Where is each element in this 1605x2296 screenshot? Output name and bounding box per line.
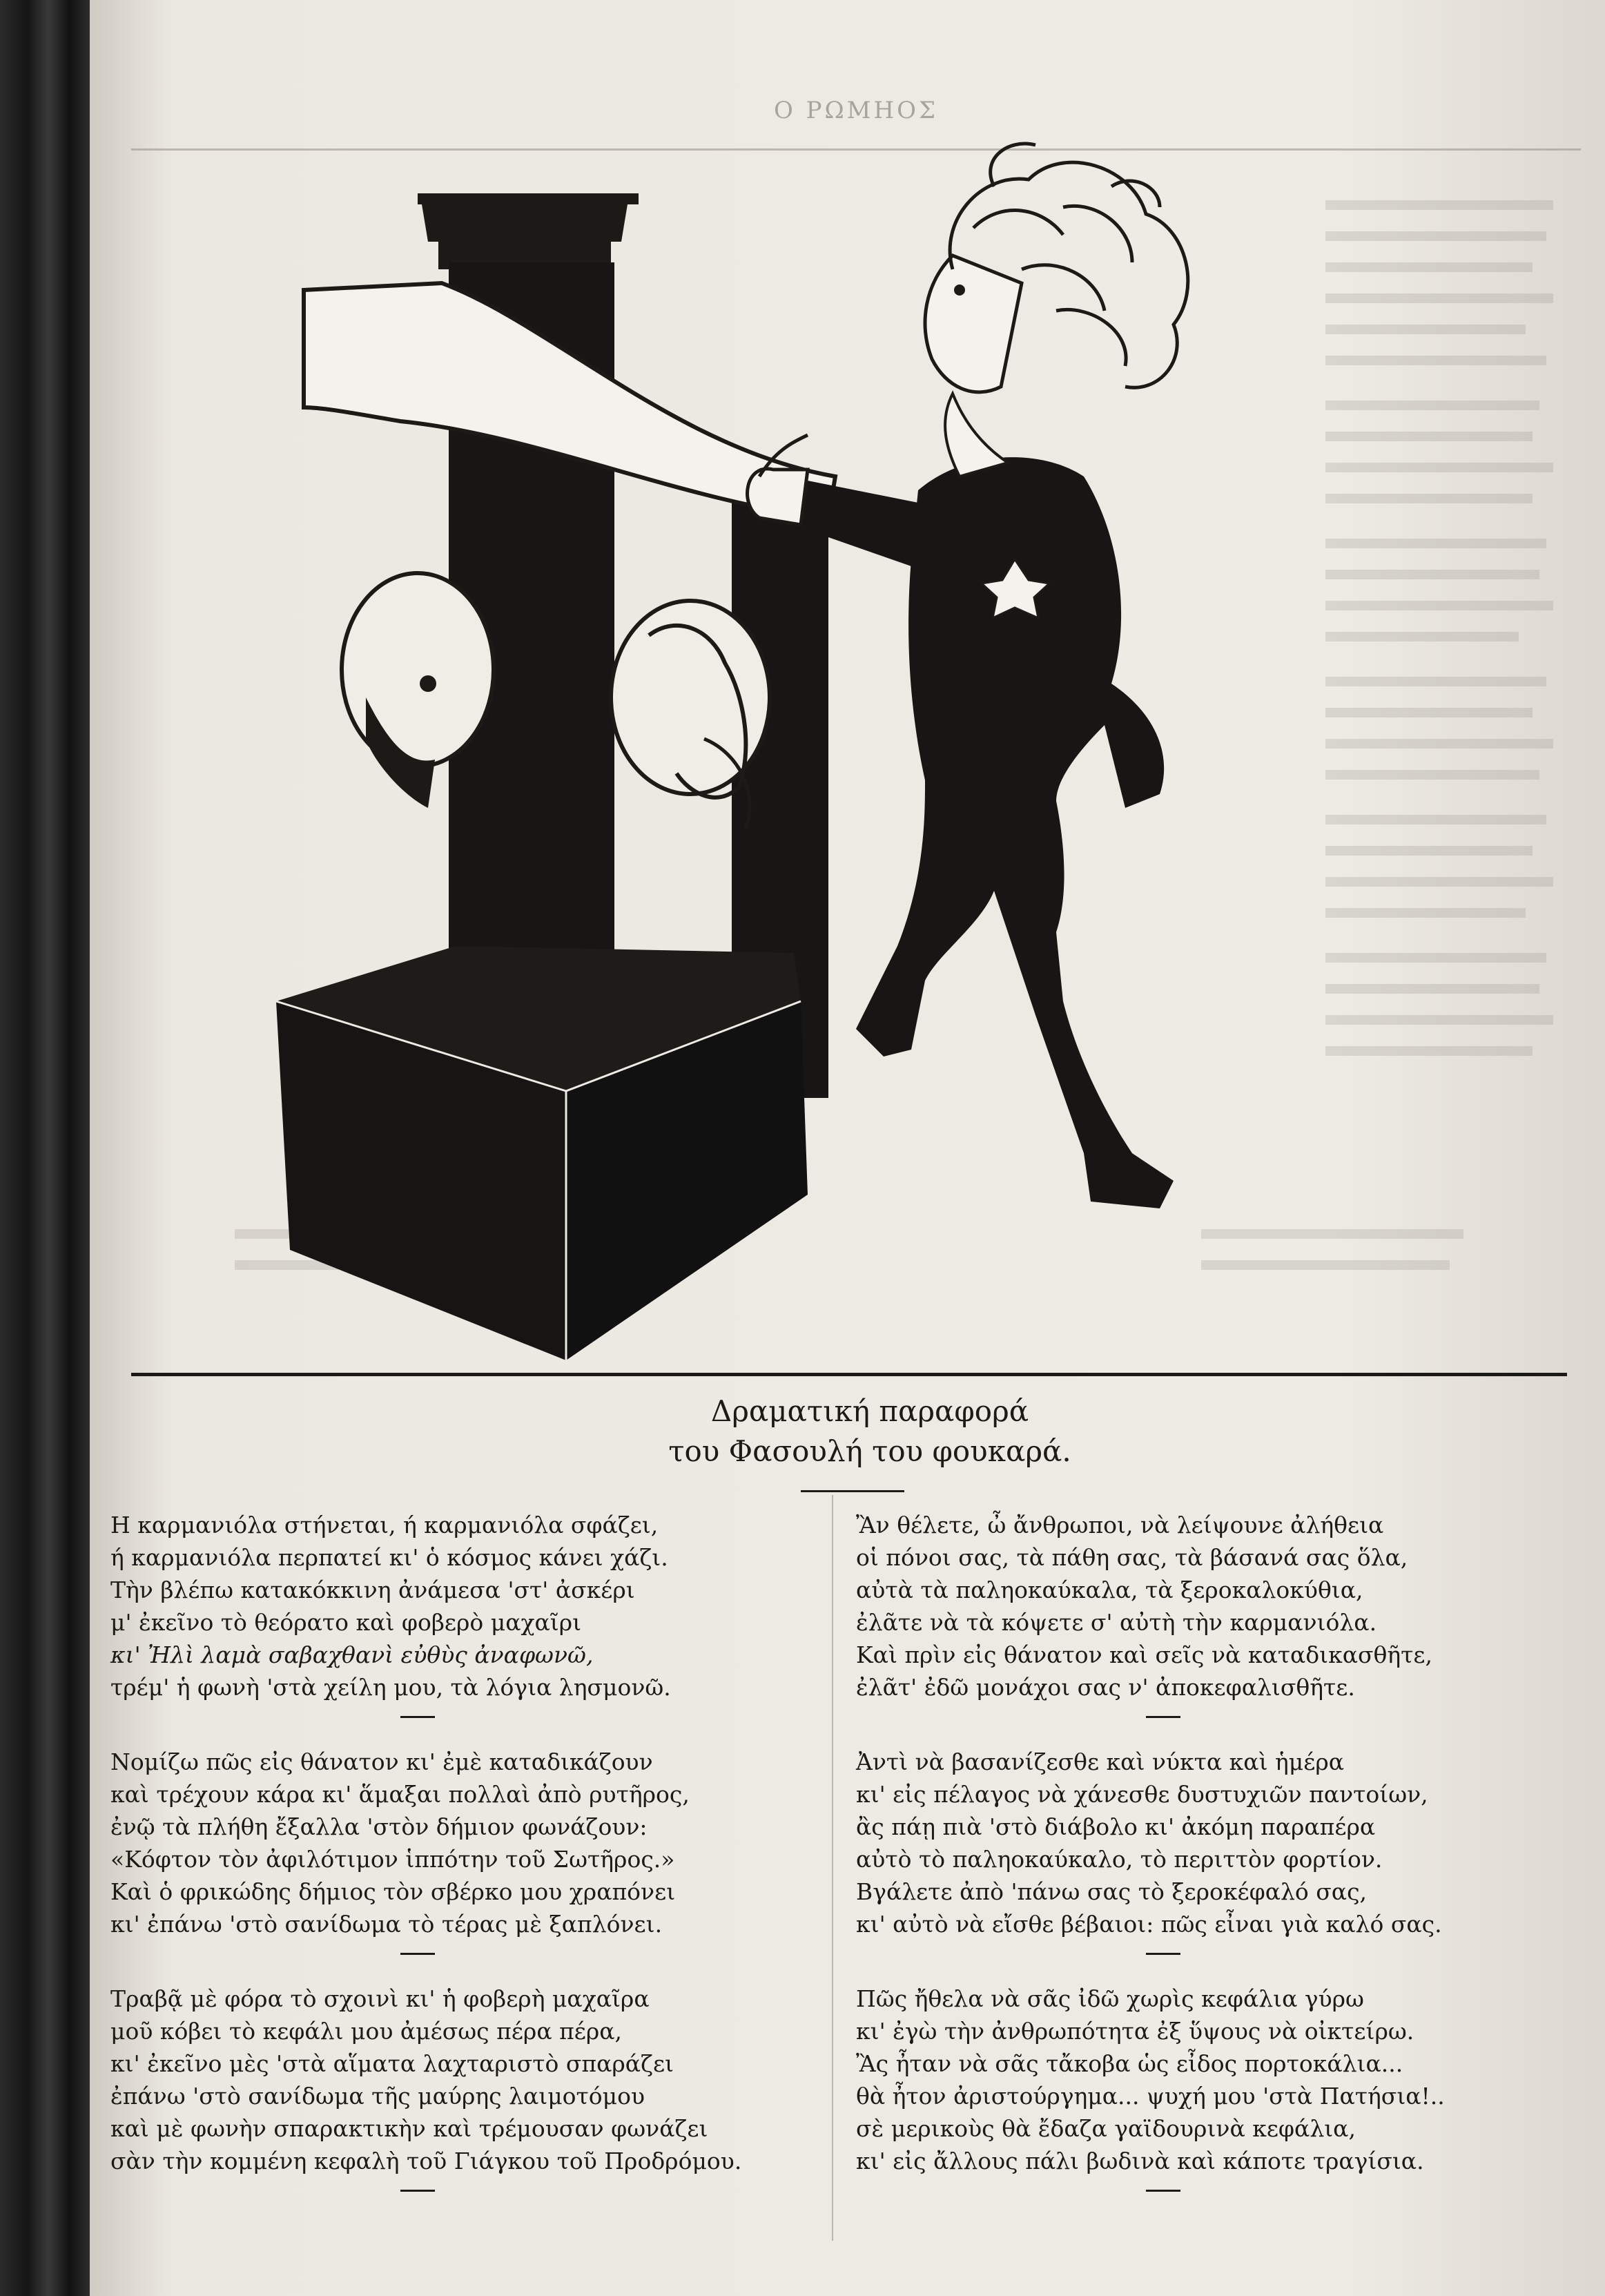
verse-line: σὰν τὴν κομμένη κεφαλὴ τοῦ Γιάγκου τοῦ Προδρόμου. xyxy=(110,2148,742,2174)
verse-line: κι' εἰς πέλαγος νὰ χάνεσθε δυστυχιῶν παντοίων, xyxy=(856,1781,1428,1808)
guillotine-cartoon xyxy=(262,62,1394,1374)
stanza-separator xyxy=(1146,1953,1180,1955)
verse-line: Ἂς ἦταν νὰ σᾶς τἄκοβα ὡς εἶδος πορτοκάλια... xyxy=(856,2050,1403,2077)
caption-line-1: Δραματική παραφορά xyxy=(710,1394,1029,1428)
poem-column-left xyxy=(110,1509,773,2219)
verse-line: καὶ τρέχουν κάρα κι' ἅμαξαι πολλαὶ ἀπὸ ρυτῆρος, xyxy=(110,1781,690,1808)
verse-line: ἐπάνω 'στὸ σανίδωμα τῆς μαύρης λαιμοτόμου xyxy=(110,2083,645,2110)
stanza-separator xyxy=(1146,1716,1180,1718)
stanza-separator xyxy=(400,1716,435,1718)
verse-line: κι' ἐκεῖνο μὲς 'στὰ αἵματα λαχταριστὸ σπαράζει xyxy=(110,2050,674,2077)
verse-line: ή καρμανιόλα περπατεί κι' ὁ κόσμος κάνει χάζι. xyxy=(110,1544,668,1571)
verse-line: Πῶς ἤθελα νὰ σᾶς ἰδῶ χωρὶς κεφάλια γύρω xyxy=(856,1985,1364,2012)
stanza-separator xyxy=(400,2190,435,2192)
verse-line: θὰ ἦτον ἀριστούργημα... ψυχή μου 'στὰ Πατήσια!.. xyxy=(856,2083,1445,2110)
verse-line: καὶ μὲ φωνὴν σπαρακτικὴν καὶ τρέμουσαν φωνάζει xyxy=(110,2115,708,2142)
verse-line: ἂς πάῃ πιὰ 'στὸ διάβολο κι' ἀκόμη παραπέρα xyxy=(856,1813,1376,1840)
verse-line: Καὶ πρὶν εἰς θάνατον καὶ σεῖς νὰ καταδικασθῆτε, xyxy=(856,1641,1433,1668)
verse-line: ἐνῷ τὰ πλήθη ἔξαλλα 'στὸν δήμιον φωνάζουν: xyxy=(110,1813,648,1840)
verse-line: Η καρμανιόλα στήνεται, ή καρμανιόλα σφάζει, xyxy=(110,1512,659,1538)
verse-line: Ἂν θέλετε, ὦ ἄνθρωποι, νὰ λείψουνε ἀλήθεια xyxy=(856,1512,1384,1538)
caption-line-2: του Φασουλή του φουκαρά. xyxy=(668,1434,1071,1468)
verse-line: κι' αὐτὸ νὰ εἴσθε βέβαιοι: πῶς εἶναι γιὰ καλό σας. xyxy=(856,1911,1442,1938)
stanza-right-2 xyxy=(856,1746,1519,1955)
book-binding-shadow xyxy=(0,0,90,2296)
section-divider xyxy=(131,1373,1567,1376)
verse-line: τρέμ' ἡ φωνὴ 'στὰ χείλη μου, τὰ λόγια λησμονῶ. xyxy=(110,1674,671,1701)
stanza-separator xyxy=(1146,2190,1180,2192)
verse-line: μ' ἐκεῖνο τὸ θεόρατο καὶ φοβερὸ μαχαῖρι xyxy=(110,1609,582,1636)
stanza-separator xyxy=(400,1953,435,1955)
verse-line: Τὴν βλέπω κατακόκκινη ἀνάμεσα 'στ' ἀσκέρι xyxy=(110,1576,635,1603)
running-header-title: Ο ΡΩΜΗΟΣ xyxy=(773,97,939,124)
guillotine-top xyxy=(418,193,639,269)
column-rule xyxy=(832,1495,833,2241)
verse-line: αὐτὸ τὸ παληοκαύκαλο, τὸ περιττὸν φορτίον. xyxy=(856,1846,1383,1873)
stanza-left-3 xyxy=(110,1983,773,2192)
stanza-right-1 xyxy=(856,1509,1519,1718)
verse-line: οἱ πόνοι σας, τὰ πάθη σας, τὰ βάσανά σας ὅλα, xyxy=(856,1544,1408,1571)
verse-line: κι' Ἠλὶ λαμὰ σαβαχθανὶ εὐθὺς ἀναφωνῶ, xyxy=(110,1641,594,1668)
stanza-right-3 xyxy=(856,1983,1519,2192)
stanza-left-2 xyxy=(110,1746,773,1955)
poem-column-right xyxy=(856,1509,1519,2219)
verse-line: αὐτὰ τὰ παληοκαύκαλα, τὰ ξεροκαλοκύθια, xyxy=(856,1576,1363,1603)
cartoon-caption xyxy=(483,1391,1256,1472)
verse-line: σὲ μερικοὺς θὰ ἔδαζα γαϊδουρινὰ κεφάλια, xyxy=(856,2115,1356,2142)
caption-rule xyxy=(801,1490,904,1492)
verse-line: κι' ἐπάνω 'στὸ σανίδωμα τὸ τέρας μὲ ξαπλόνει. xyxy=(110,1911,663,1938)
verse-line: μοῦ κόβει τὸ κεφάλι μου ἀμέσως πέρα πέρα, xyxy=(110,2018,623,2045)
verse-line: Τραβᾷ μὲ φόρα τὸ σχοινὶ κι' ἡ φοβερὴ μαχαῖρα xyxy=(110,1985,650,2012)
verse-line: κι' εἰς ἄλλους πάλι βωδινὰ καὶ κάποτε τραγίσια. xyxy=(856,2148,1424,2174)
verse-line: Νομίζω πῶς εἰς θάνατον κι' ἐμὲ καταδικάζουν xyxy=(110,1748,653,1775)
verse-line: Καὶ ὁ φρικώδης δήμιος τὸν σβέρκο μου χραπόνει xyxy=(110,1878,676,1905)
verse-line: Βγάλετε ἀπὸ 'πάνω σας τὸ ξεροκέφαλό σας, xyxy=(856,1878,1368,1905)
guillotine-base xyxy=(276,946,808,1360)
verse-line: ἐλᾶτε νὰ τὰ κόψετε σ' αὐτὴ τὴν καρμανιόλα. xyxy=(856,1609,1377,1636)
verse-line: ἐλᾶτ' ἐδῶ μονάχοι σας ν' ἀποκεφαλισθῆτε. xyxy=(856,1674,1355,1701)
verse-line: Ἀντὶ νὰ βασανίζεσθε καὶ νύκτα καὶ ἡμέρα xyxy=(856,1748,1345,1775)
verse-line: κι' ἐγὼ τὴν ἀνθρωπότητα ἐξ ὕψους νὰ οἰκτείρω. xyxy=(856,2018,1414,2045)
verse-line: «Κόφτον τὸν ἀφιλότιμον ἱππότην τοῦ Σωτῆρος.» xyxy=(110,1846,675,1873)
stanza-left-1 xyxy=(110,1509,773,1718)
